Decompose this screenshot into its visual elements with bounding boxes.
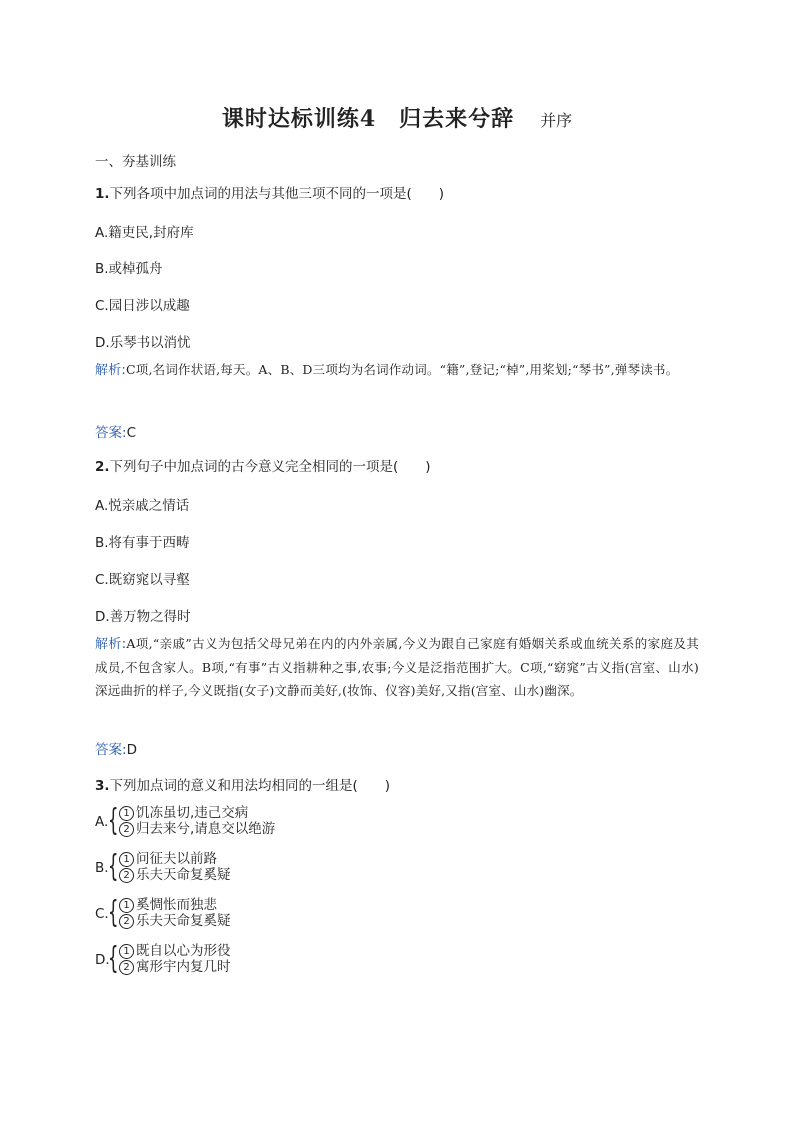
q1-option-d: D.乐琴书以消忧	[95, 335, 191, 351]
q2-answer	[95, 738, 137, 758]
q3-option-b-item-2: 2 乐夫天命复奚疑	[119, 867, 231, 883]
q3-option-a-letter: A.	[95, 814, 109, 830]
circled-number-icon: 1	[119, 944, 134, 959]
q3-option-c-item-2: 2 乐夫天命复奚疑	[119, 913, 231, 929]
q1-answer	[95, 421, 136, 441]
question-2-number: 2.	[95, 459, 110, 475]
question-3	[95, 774, 390, 794]
question-1	[95, 182, 444, 202]
circled-number-icon: 2	[119, 914, 134, 929]
q2-answer-label: 答案:	[95, 742, 127, 758]
question-2-stem: 下列句子中加点词的古今意义完全相同的一项是( )	[109, 459, 431, 475]
q2-analysis-label: 解析:	[95, 637, 127, 652]
q3-option-d-item-2: 2 寓形宇内复几时	[119, 959, 231, 975]
page-title: 课时达标训练4 归去来兮辞	[221, 106, 515, 132]
q1-option-a: A.籍吏民,封府库	[95, 225, 194, 241]
title-row	[0, 102, 794, 133]
q3-option-c-letter: C.	[95, 906, 109, 922]
q2-option-d: D.善万物之得时	[95, 609, 191, 625]
q1-analysis-text: C项,名词作状语,每天。A、B、D三项均为名词作动词。“籍”,登记;“棹”,用桨划;“琴书”,弹琴读书。	[125, 362, 679, 377]
q1-option-c: C.园日涉以成趣	[95, 298, 190, 314]
circled-number-icon: 1	[119, 852, 134, 867]
question-3-number: 3.	[95, 778, 110, 794]
q1-answer-label: 答案:	[95, 425, 127, 441]
left-brace-icon: {	[108, 803, 119, 838]
q2-analysis	[95, 632, 699, 702]
q3-option-d-item-1: 1 既自以心为形役	[119, 943, 231, 959]
q3-option-a-item-1: 1 饥冻虽切,违己交病	[119, 805, 275, 821]
q1-analysis-label: 解析:	[95, 363, 126, 378]
question-1-number: 1.	[95, 186, 110, 202]
left-brace-icon: {	[108, 895, 119, 930]
circled-number-icon: 2	[119, 960, 134, 975]
circled-number-icon: 2	[119, 822, 134, 837]
left-brace-icon: {	[108, 941, 119, 976]
q2-option-b: B.将有事于西畴	[95, 535, 190, 551]
q1-option-b: B.或棹孤舟	[95, 261, 163, 277]
circled-number-icon: 1	[119, 898, 134, 913]
section-heading: 一、夯基训练	[95, 154, 176, 170]
q3-option-a-item-2: 2 归去来兮,请息交以绝游	[119, 821, 275, 837]
circled-number-icon: 1	[119, 806, 134, 821]
question-1-stem: 下列各项中加点词的用法与其他三项不同的一项是( )	[109, 186, 445, 202]
question-2	[95, 455, 431, 475]
q2-option-c: C.既窈窕以寻壑	[95, 572, 190, 588]
q3-option-b-letter: B.	[95, 860, 109, 876]
q2-option-a: A.悦亲戚之情话	[95, 498, 190, 514]
circled-number-icon: 2	[119, 868, 134, 883]
question-3-stem: 下列加点词的意义和用法均相同的一组是( )	[109, 778, 391, 794]
q2-analysis-text: A项,“亲戚”古义为包括父母兄弟在内的内外亲属,今义为跟自己家庭有婚姻关系或血统关系的家庭及其成员,不包含家人。B项,“有事”古义指耕种之事,农事;今义是泛指范围扩大。C项,“窈窕”古义指(宫室、山水)深远曲折的样子,今义既指(女子)文静而美好,(妆饰、仪容)美好,又指(宫室、山水)幽深。	[95, 636, 699, 698]
q3-option-b-item-1: 1 问征夫以前路	[119, 851, 231, 867]
q3-option-d-letter: D.	[95, 952, 110, 968]
q2-answer-value: D	[126, 742, 137, 758]
q1-answer-value: C	[126, 425, 136, 441]
left-brace-icon: {	[108, 849, 119, 884]
q3-option-c-item-1: 1 奚惆怅而独悲	[119, 897, 231, 913]
q1-analysis	[95, 358, 699, 382]
page-subtitle: 并序	[540, 111, 573, 130]
